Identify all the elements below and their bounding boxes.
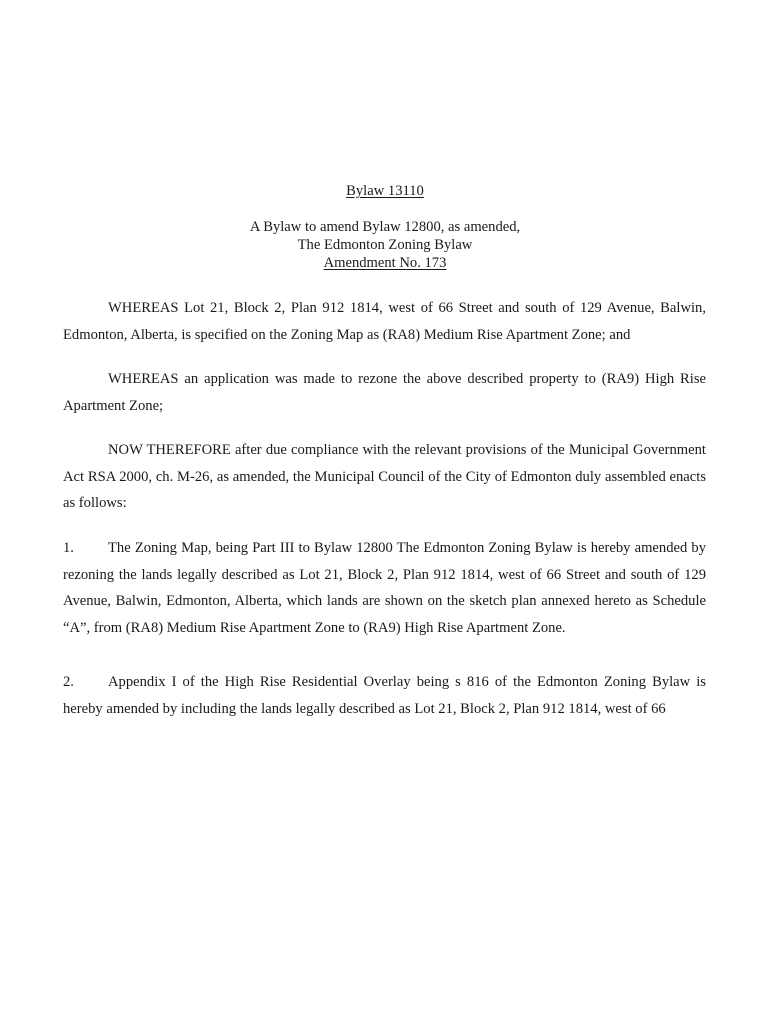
bylaw-subtitle-line2: The Edmonton Zoning Bylaw: [297, 237, 473, 253]
clause-number: 1.: [63, 540, 74, 556]
bylaw-title: Bylaw 13110: [346, 183, 424, 199]
now-therefore-paragraph: NOW THEREFORE after due compliance with the relevant provisions of the Municipal Government Act RSA 2000, ch. M-26, as amended, the Municipal Council of the City of Edmonton duly assembled enacts as follows:: [63, 442, 706, 511]
whereas-paragraph-2: WHEREAS an application was made to rezone the above described property to (RA9) High Rise Apartment Zone;: [63, 371, 706, 414]
amendment-number: Amendment No. 173: [323, 255, 447, 271]
clause-2: [63, 669, 706, 722]
clause-text: Appendix I of the High Rise Residential Overlay being s 816 of the Edmonton Zoning Bylaw is hereby amended by including the lands legally described as Lot 21, Block 2, Plan 912 1814, west of 66: [63, 674, 706, 717]
clause-number: 2.: [63, 674, 74, 690]
bylaw-subtitle-line1: A Bylaw to amend Bylaw 12800, as amended,: [249, 219, 521, 235]
clause-1: [63, 535, 706, 641]
whereas-paragraph-1: WHEREAS Lot 21, Block 2, Plan 912 1814, west of 66 Street and south of 129 Avenue, Balwin, Edmonton, Alberta, is specified on the Zoning Map as (RA8) Medium Rise Apartment Zone; and: [63, 300, 706, 343]
clause-text: The Zoning Map, being Part III to Bylaw 12800 The Edmonton Zoning Bylaw is hereby amended by rezoning the lands legally described as Lot 21, Block 2, Plan 912 1814, west of 66 Street and south of 129 Avenue, Balwin, Edmonton, Alberta, which lands are shown on the sketch plan annexed hereto as Schedule “A”, from (RA8) Medium Rise Apartment Zone to (RA9) High Rise Apartment Zone.: [63, 540, 706, 636]
